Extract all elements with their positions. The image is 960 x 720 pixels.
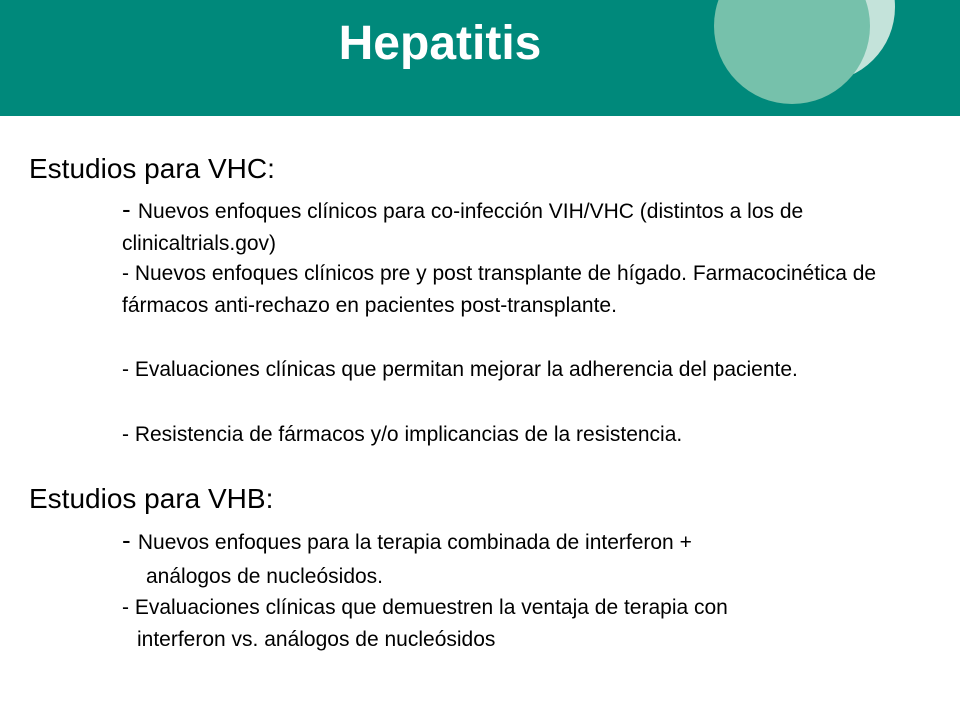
vhc-item-adherence: - Evaluaciones clínicas que permitan mejorar la adherencia del paciente. <box>122 358 798 381</box>
vhb-item-interferon-evaluation-continuation: interferon vs. análogos de nucleósidos <box>137 628 496 651</box>
bullet-dash: - <box>122 525 138 555</box>
vhb-item-interferon-evaluation: - Evaluaciones clínicas que demuestren la ventaja de terapia con <box>122 596 728 619</box>
section-heading-vhb: Estudios para VHB: <box>29 483 274 514</box>
slide-title: Hepatitis <box>338 17 542 70</box>
title-banner <box>0 0 960 116</box>
bullet-dash: - <box>122 194 138 224</box>
vhc-item-transplant: - Nuevos enfoques clínicos pre y post transplante de hígado. Farmacocinética de fármacos anti-rechazo en pacientes post-transplante. <box>122 262 877 317</box>
vhc-item-coinfection <box>122 193 932 260</box>
section-heading-vhc: Estudios para VHC: <box>29 153 275 184</box>
vhb-item-combined-therapy <box>122 524 932 559</box>
vhc-item-resistance: - Resistencia de fármacos y/o implicancias de la resistencia. <box>122 423 683 446</box>
vhb-item-combined-therapy-continuation: análogos de nucleósidos. <box>146 565 384 588</box>
vhc-item-coinfection-text: Nuevos enfoques clínicos para co-infección VIH/VHC (distintos a los de clinicaltrials.gov) <box>122 200 804 255</box>
vhb-item-combined-therapy-text: Nuevos enfoques para la terapia combinada de interferon + <box>137 531 692 554</box>
